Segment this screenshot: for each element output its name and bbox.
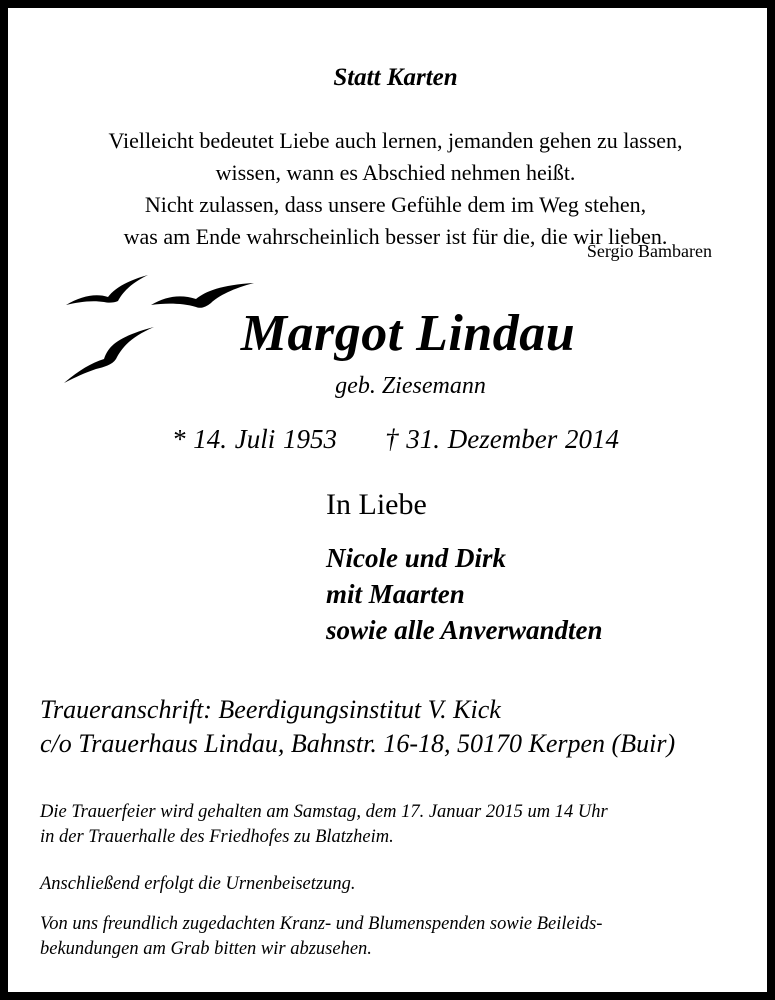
urn-note xyxy=(40,872,355,897)
birth-date: * 14. Juli 1953 xyxy=(172,424,338,454)
note-line: in der Trauerhalle des Friedhofes zu Blatzheim. xyxy=(40,827,394,847)
maiden-name: geb. Ziesemann xyxy=(335,373,486,399)
deceased-name: Margot Lindau xyxy=(240,305,576,362)
poem-author: Sergio Bambaren xyxy=(586,241,712,261)
mourners-intro: In Liebe xyxy=(326,488,427,521)
note-line: Von uns freundlich zugedachten Kranz- und Blumenspenden sowie Beileids- xyxy=(40,914,603,934)
note-line: Die Trauerfeier wird gehalten am Samstag, dem 17. Januar 2015 um 14 Uhr xyxy=(40,802,608,822)
mourners-list xyxy=(326,540,603,648)
death-date: † 31. Dezember 2014 xyxy=(385,424,619,454)
ceremony-note xyxy=(40,800,608,850)
life-dates xyxy=(8,424,775,455)
note-line: bekundungen am Grab bitten wir abzusehen. xyxy=(40,939,372,959)
poem-line: Nicht zulassen, dass unsere Gefühle dem im Weg stehen, xyxy=(144,192,647,217)
poem-line: wissen, wann es Abschied nehmen heißt. xyxy=(215,160,576,185)
bird-icon xyxy=(66,275,148,305)
poem-line: was am Ende wahrscheinlich besser ist für die, die wir lieben. xyxy=(123,224,668,249)
heading: Statt Karten xyxy=(333,64,458,91)
address-line: Traueranschrift: Beerdigungsinstitut V. Kick xyxy=(40,695,501,724)
poem-line: Vielleicht bedeutet Liebe auch lernen, jemanden gehen zu lassen, xyxy=(108,128,683,153)
mourning-address xyxy=(40,693,675,761)
address-line: c/o Trauerhaus Lindau, Bahnstr. 16-18, 50170 Kerpen (Buir) xyxy=(40,729,676,758)
mourner-line: sowie alle Anverwandten xyxy=(326,615,603,645)
mourner-line: Nicole und Dirk xyxy=(326,543,507,573)
flowers-note xyxy=(40,912,602,962)
poem xyxy=(8,125,775,253)
note-line: Anschließend erfolgt die Urnenbeisetzung. xyxy=(40,874,356,894)
mourner-line: mit Maarten xyxy=(326,579,465,609)
